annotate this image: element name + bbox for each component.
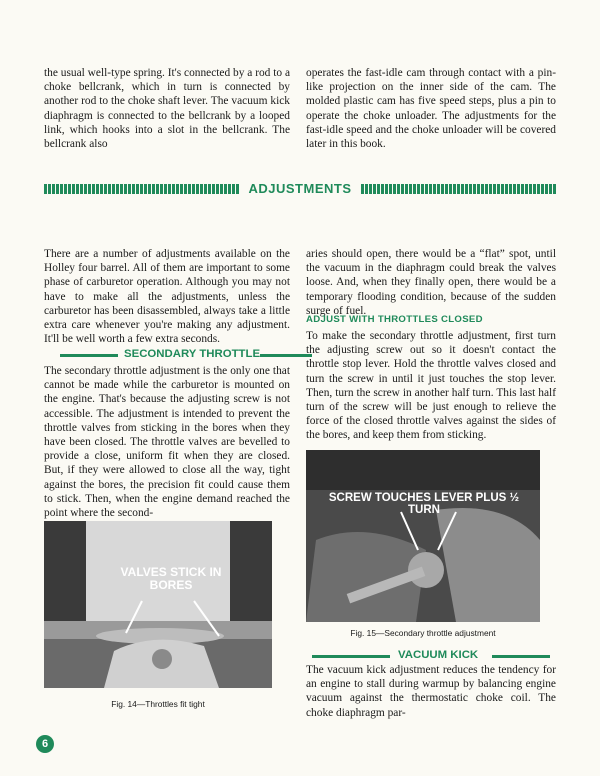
fig14-label: VALVES STICK IN BORES bbox=[120, 565, 222, 592]
right-body2-text: The vacuum kick adjustment reduces the tendency for an engine to stall during warmup by balancing engine vacuum against the thermostatic choke coil. The choke diaphragm par- bbox=[306, 664, 556, 719]
top-right-column bbox=[306, 66, 556, 151]
right-cont-text: aries should open, there would be a “flat” spot, until the vacuum in the diaphragm could break the valves loose. And, when they finally open, there would be a temporary flooding condition, because of the sudden surge of fuel. bbox=[306, 248, 556, 317]
fig15-label: SCREW TOUCHES LEVER PLUS ½ TURN bbox=[328, 492, 520, 516]
right-body2 bbox=[306, 663, 556, 720]
fig15-caption: Fig. 15—Secondary throttle adjustment bbox=[350, 628, 496, 638]
fig14-photo bbox=[44, 521, 272, 688]
top-left-column bbox=[44, 66, 290, 151]
fig14-illustration bbox=[44, 521, 272, 688]
adjust-closed-heading: ADJUST WITH THROTTLES CLOSED bbox=[306, 314, 483, 325]
fig14-caption: Fig. 14—Throttles fit tight bbox=[111, 699, 205, 709]
left-intro bbox=[44, 247, 290, 346]
fig15-illustration bbox=[306, 450, 540, 622]
vk-rule-right bbox=[492, 655, 550, 658]
right-body-text: To make the secondary throttle adjustment, first turn the adjusting screw out so it doesn't contact the throttle stop lever. Hold the throttle valves closed and turn the screw in until it just touches the stop lever. Then, turn the screw in another half turn. This last half turn of the screw will be just enough to relieve the force of the closed throttle valves against the sides of the bores, and keep them from sticking. bbox=[306, 330, 556, 442]
heading-rule-left bbox=[60, 354, 118, 357]
banner-title: ADJUSTMENTS bbox=[248, 181, 352, 196]
vk-heading-text: VACUUM KICK bbox=[398, 649, 479, 661]
heading-text: SECONDARY THROTTLE bbox=[124, 348, 261, 360]
banner-right-rule bbox=[361, 184, 556, 194]
left-body-text: The secondary throttle adjustment is the only one that cannot be made while the carburetor is mounted on the engine. That's because the adjusting screw is not accessible. The adjustment is intended to prevent the throttle valves from sticking in the bores when they have been closed. The throttle valves are bevelled to provide a close, uniform fit when they are closed. But, if they were allowed to close all the way, tight against the bores, the precision fit could cause them to stick. Then, when the engine demand reached the point where the second- bbox=[44, 365, 290, 520]
left-intro-text: There are a number of adjustments available on the Holley four barrel. All of them are important to some phase of carburetor operation. Although you may not have to make all the adjustments, unless the carburetor has been disassembled, always take a little extra care whenever you're making any adjustment. It'll be well worth a few extra seconds. bbox=[44, 248, 290, 346]
top-left-text: the usual well-type spring. It's connected by a rod to a choke bellcrank, which in turn is connected by another rod to the choke shaft lever. The vacuum kick diaphragm is connected to the bellcrank by a looped link, which hooks into a slot in the bellcrank. The bellcrank also bbox=[44, 67, 290, 151]
fig15-photo bbox=[306, 450, 540, 622]
vacuum-kick-heading bbox=[306, 649, 556, 663]
adjustments-banner bbox=[44, 181, 556, 197]
page-number: 6 bbox=[36, 735, 54, 753]
left-body bbox=[44, 364, 290, 520]
heading-rule-right bbox=[260, 354, 312, 357]
vk-rule-left bbox=[312, 655, 390, 658]
top-right-text: operates the fast-idle cam through contact with a pin-like projection on the inner side of the cam. The molded plastic cam has five speed steps, plus a pin to operate the choke unloader. The adjustments for the fast-idle speed and the choke unloader will be covered later in this book. bbox=[306, 67, 556, 151]
secondary-throttle-heading bbox=[44, 348, 290, 362]
right-body bbox=[306, 329, 556, 443]
right-cont bbox=[306, 247, 556, 318]
